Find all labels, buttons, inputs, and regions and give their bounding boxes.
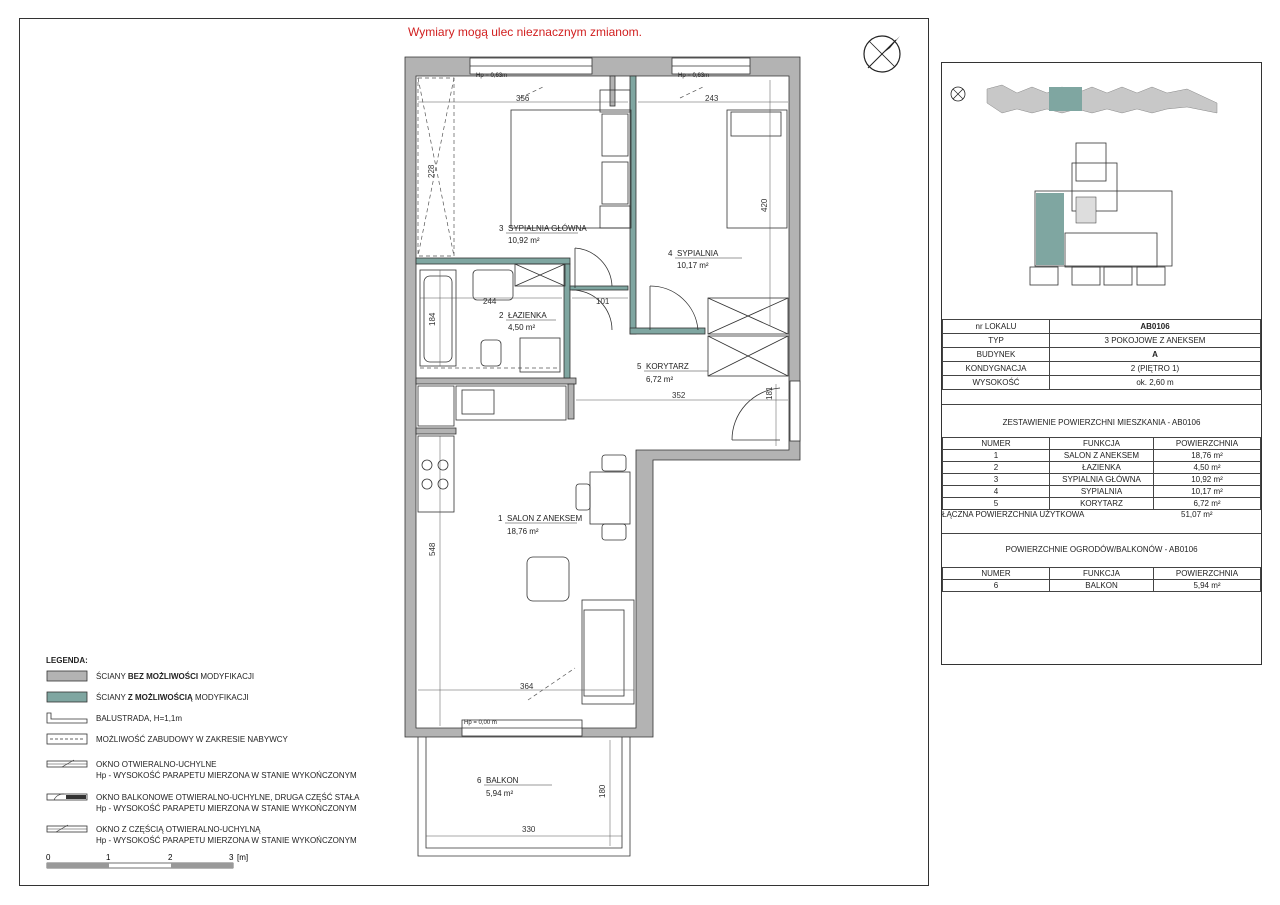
svg-text:ŁAZIENKA: ŁAZIENKA [508, 311, 547, 320]
dimension-label: 228 [427, 164, 436, 178]
dashed-line-icon [46, 733, 88, 745]
dimension-label: 420 [760, 198, 769, 212]
dimension-label: 548 [428, 542, 437, 556]
svg-text:4,50 m²: 4,50 m² [508, 323, 536, 332]
dimension-label: 356 [516, 94, 530, 103]
table-row: 3 SYPIALNIA GŁÓWNA 10,92 m² [943, 474, 1261, 486]
legend-title: LEGENDA: [46, 656, 88, 665]
window-label: Hp = 0,00 m [464, 720, 497, 726]
balcony-window-icon [46, 791, 88, 803]
dimension-label: 364 [520, 682, 534, 691]
scale-tick: 2 [168, 853, 173, 862]
scale-tick: 3 [229, 853, 234, 862]
legend-item: ŚCIANY Z MOŻLIWOŚCIĄ MODYFIKACJI [46, 691, 386, 713]
balustrade-icon [46, 712, 88, 724]
info-panel [941, 62, 1262, 665]
total-value: 51,07 m² [1181, 510, 1213, 519]
svg-text:KORYTARZ: KORYTARZ [646, 362, 689, 371]
window-label: Hp = 0,63m [476, 73, 508, 79]
compass-small-icon [951, 87, 965, 101]
svg-text:SYPIALNIA GŁÓWNA: SYPIALNIA GŁÓWNA [508, 224, 587, 233]
legend-item: OKNO OTWIERALNO-UCHYLNE Hp - WYSOKOŚĆ PARAPETU MIERZONA W STANIE WYKOŃCZONYM [46, 758, 386, 780]
window-tilt-icon [46, 758, 88, 770]
balcony-table [942, 567, 1261, 592]
svg-text:6: 6 [477, 776, 482, 785]
info-row: BUDYNEK A [943, 348, 1261, 362]
legend [46, 656, 386, 845]
key-plan [942, 63, 1261, 313]
svg-text:BALKON: BALKON [486, 776, 519, 785]
info-row: nr LOKALU AB0106 [943, 320, 1261, 334]
dimension-label: 101 [596, 297, 610, 306]
north-compass-icon [864, 36, 900, 72]
disclaimer-text: Wymiary mogą ulec nieznacznym zmianom. [408, 25, 642, 39]
svg-text:10,92 m²: 10,92 m² [508, 236, 540, 245]
svg-text:SALON Z ANEKSEM: SALON Z ANEKSEM [507, 514, 583, 523]
svg-text:SYPIALNIA: SYPIALNIA [677, 249, 719, 258]
balcony-title: POWIERZCHNIE OGRODÓW/BALKONÓW - AB0106 [1005, 545, 1198, 554]
room-label [499, 224, 587, 245]
table-row: 1 SALON Z ANEKSEM 18,76 m² [943, 450, 1261, 462]
info-row: TYP 3 POKOJOWE Z ANEKSEM [943, 334, 1261, 348]
area-summary-table [942, 437, 1261, 510]
fixed-wall-swatch [46, 670, 88, 682]
legend-item: MOŻLIWOŚĆ ZABUDOWY W ZAKRESIE NABYWCY [46, 733, 386, 755]
info-row: KONDYGNACJA 2 (PIĘTRO 1) [943, 362, 1261, 376]
svg-text:2: 2 [499, 311, 504, 320]
legend-item: BALUSTRADA, H=1,1m [46, 712, 386, 734]
svg-text:5,94 m²: 5,94 m² [486, 789, 514, 798]
table-row: 2 ŁAZIENKA 4,50 m² [943, 462, 1261, 474]
table-row: 4 SYPIALNIA 10,17 m² [943, 486, 1261, 498]
furniture [418, 90, 788, 704]
room-label [637, 362, 708, 384]
svg-text:6,72 m²: 6,72 m² [646, 375, 674, 384]
room-label [668, 249, 742, 270]
room-labels [477, 224, 742, 798]
info-row: WYSOKOŚĆ ok. 2,60 m [943, 376, 1261, 390]
svg-text:10,17 m²: 10,17 m² [677, 261, 709, 270]
optional-buildin [418, 78, 705, 700]
svg-text:3: 3 [499, 224, 504, 233]
svg-text:18,76 m²: 18,76 m² [507, 527, 539, 536]
window-partial-icon [46, 823, 88, 835]
svg-text:4: 4 [668, 249, 673, 258]
dimension-label: 180 [598, 784, 607, 798]
walls-fixed [405, 57, 800, 737]
dimension-label: 244 [483, 297, 497, 306]
table-row: 5 KORYTARZ 6,72 m² [943, 498, 1261, 510]
dimension-label: 330 [522, 825, 536, 834]
legend-item: OKNO Z CZĘŚCIĄ OTWIERALNO-UCHYLNĄ Hp - WYSOKOŚĆ PARAPETU MIERZONA W STANIE WYKOŃCZONYM [46, 823, 386, 845]
table-row: 6 BALKON 5,94 m² [943, 580, 1261, 592]
svg-text:5: 5 [637, 362, 642, 371]
table-header: NUMER FUNKCJA POWIERZCHNIA [943, 438, 1261, 450]
scale-tick: 0 [46, 853, 51, 862]
window-label: Hp = 0,63m [678, 73, 710, 79]
dimension-label: 184 [428, 312, 437, 326]
summary-title: ZESTAWIENIE POWIERZCHNI MIESZKANIA - AB0106 [1002, 418, 1201, 427]
room-label [499, 311, 556, 332]
svg-text:1: 1 [498, 514, 503, 523]
scale-unit: [m] [237, 853, 249, 862]
room-label [477, 776, 552, 798]
total-label: ŁĄCZNA POWIERZCHNIA UŻYTKOWA [942, 510, 1085, 519]
legend-item: OKNO BALKONOWE OTWIERALNO-UCHYLNE, DRUGA CZĘŚĆ STAŁA Hp - WYSOKOŚĆ PARAPETU MIERZONA W STANIE WYKOŃCZONYM [46, 791, 386, 813]
scale-tick: 1 [106, 853, 111, 862]
dimension-label: 243 [705, 94, 719, 103]
apartment-info-table [942, 319, 1261, 390]
table-header: NUMER FUNKCJA POWIERZCHNIA [943, 568, 1261, 580]
scale-bar [46, 852, 249, 877]
dimension-label: 352 [672, 391, 686, 400]
room-label [498, 514, 582, 536]
legend-item: ŚCIANY BEZ MOŻLIWOŚCI MODYFIKACJI [46, 670, 386, 692]
dimension-label: 181 [765, 386, 774, 400]
modifiable-wall-swatch [46, 691, 88, 703]
